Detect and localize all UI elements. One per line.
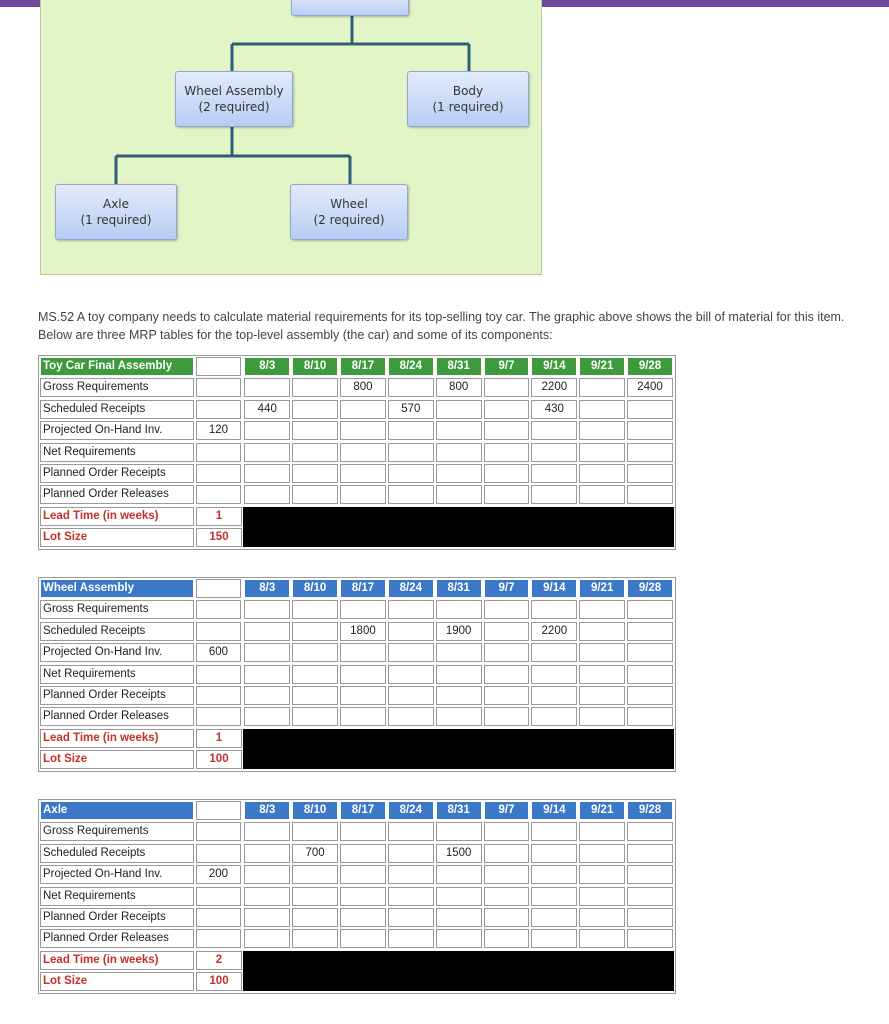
period-cell[interactable] (244, 686, 290, 705)
period-cell[interactable] (292, 600, 338, 619)
scheduled-receipts-row (39, 621, 675, 642)
period-cell[interactable] (388, 908, 434, 927)
period-cell[interactable] (292, 686, 338, 705)
period-cell[interactable] (579, 929, 625, 948)
initial-cell[interactable] (196, 400, 242, 419)
initial-cell[interactable] (196, 464, 242, 483)
row-label: Net Requirements (40, 443, 194, 462)
period-cell[interactable] (531, 443, 577, 462)
period-header: 9/14 (531, 357, 577, 376)
period-cell[interactable] (340, 400, 386, 419)
period-cell[interactable] (484, 844, 530, 863)
net-requirements-row (39, 442, 675, 463)
period-cell[interactable] (627, 485, 673, 504)
period-cell[interactable] (484, 443, 530, 462)
period-cell[interactable] (531, 707, 577, 726)
bom-node-qty: (1 required) (80, 213, 152, 227)
period-cell[interactable] (292, 485, 338, 504)
period-cell[interactable]: 2400 (627, 378, 673, 397)
row-label: Gross Requirements (40, 822, 194, 841)
period-cell[interactable] (388, 707, 434, 726)
period-cell[interactable] (340, 929, 386, 948)
row-label: Lead Time (in weeks) (40, 507, 194, 526)
projected-on-hand-row (39, 642, 675, 663)
period-cell[interactable] (627, 665, 673, 684)
period-cell[interactable] (388, 421, 434, 440)
period-header: 8/3 (244, 357, 290, 376)
period-cell[interactable] (627, 622, 673, 641)
period-cell[interactable] (484, 464, 530, 483)
lot-size-value[interactable]: 100 (196, 750, 242, 769)
period-cell[interactable] (244, 443, 290, 462)
period-cell[interactable] (627, 600, 673, 619)
initial-cell[interactable] (196, 485, 242, 504)
period-cell[interactable] (244, 622, 290, 641)
period-cell[interactable] (531, 686, 577, 705)
period-cell[interactable] (579, 485, 625, 504)
period-cell[interactable] (388, 378, 434, 397)
period-cell[interactable] (388, 665, 434, 684)
planned-order-receipts-row (39, 463, 675, 484)
period-cell[interactable] (484, 622, 530, 641)
initial-cell[interactable] (196, 822, 242, 841)
period-cell[interactable] (579, 400, 625, 419)
row-label: Scheduled Receipts (40, 622, 194, 641)
period-header: 9/7 (484, 579, 530, 598)
period-cell[interactable] (292, 400, 338, 419)
period-cell[interactable] (531, 643, 577, 662)
initial-cell[interactable] (196, 665, 242, 684)
table-title: Wheel Assembly (40, 579, 194, 598)
projected-on-hand-row (39, 864, 675, 885)
row-label: Projected On-Hand Inv. (40, 643, 194, 662)
period-cell[interactable] (579, 908, 625, 927)
period-cell[interactable] (484, 643, 530, 662)
bom-node-qty: (2 required) (198, 100, 270, 114)
period-cell[interactable] (388, 887, 434, 906)
period-cell[interactable] (436, 464, 482, 483)
period-cell[interactable] (292, 464, 338, 483)
period-cell[interactable] (388, 485, 434, 504)
period-cell[interactable]: 800 (436, 378, 482, 397)
period-header: 9/28 (627, 801, 673, 820)
row-label: Planned Order Releases (40, 929, 194, 948)
period-cell[interactable] (244, 908, 290, 927)
period-cell[interactable] (292, 865, 338, 884)
mrp-table-wheel-assembly (38, 577, 676, 772)
bill-of-materials-diagram (40, 0, 542, 275)
period-cell[interactable] (627, 887, 673, 906)
initial-cell[interactable] (196, 600, 242, 619)
period-cell[interactable] (436, 443, 482, 462)
period-cell[interactable] (627, 443, 673, 462)
period-cell[interactable] (627, 822, 673, 841)
period-cell[interactable] (340, 665, 386, 684)
period-cell[interactable]: 1900 (436, 622, 482, 641)
period-cell[interactable] (531, 485, 577, 504)
period-cell[interactable] (627, 643, 673, 662)
projected-on-hand-row (39, 420, 675, 441)
period-cell[interactable] (244, 707, 290, 726)
period-cell[interactable] (579, 643, 625, 662)
initial-cell[interactable] (196, 707, 242, 726)
period-cell[interactable] (436, 421, 482, 440)
lead-time-value[interactable]: 2 (196, 951, 242, 970)
period-header: 9/14 (531, 579, 577, 598)
period-header: 8/24 (388, 801, 434, 820)
period-cell[interactable] (340, 686, 386, 705)
initial-cell[interactable]: 200 (196, 865, 242, 884)
period-cell[interactable] (579, 707, 625, 726)
table-header-row (39, 578, 675, 599)
bom-node-name: Wheel Assembly (184, 84, 284, 98)
period-cell[interactable] (340, 865, 386, 884)
period-cell[interactable] (244, 929, 290, 948)
planned-order-receipts-row (39, 907, 675, 928)
period-cell[interactable] (292, 643, 338, 662)
row-label: Projected On-Hand Inv. (40, 865, 194, 884)
period-cell[interactable] (244, 485, 290, 504)
period-cell[interactable] (531, 929, 577, 948)
period-cell[interactable] (484, 707, 530, 726)
period-cell[interactable] (579, 464, 625, 483)
period-header: 9/28 (627, 579, 673, 598)
period-cell[interactable]: 2200 (531, 378, 577, 397)
lead-time-value[interactable]: 1 (196, 507, 242, 526)
period-cell[interactable] (531, 822, 577, 841)
period-cell[interactable] (340, 464, 386, 483)
scheduled-receipts-row (39, 843, 675, 864)
period-cell[interactable] (484, 378, 530, 397)
initial-cell[interactable] (196, 378, 242, 397)
blacked-out-area (243, 507, 674, 547)
bom-node-wheel-assembly (175, 71, 293, 127)
row-label: Scheduled Receipts (40, 844, 194, 863)
period-cell[interactable] (340, 887, 386, 906)
period-cell[interactable] (436, 908, 482, 927)
period-cell[interactable] (579, 622, 625, 641)
period-cell[interactable] (579, 686, 625, 705)
initial-cell[interactable]: 600 (196, 643, 242, 662)
period-cell[interactable] (388, 622, 434, 641)
net-requirements-row (39, 886, 675, 907)
period-cell[interactable] (340, 643, 386, 662)
period-cell[interactable] (436, 707, 482, 726)
bom-node-axle (55, 184, 177, 240)
period-cell[interactable] (484, 908, 530, 927)
period-cell[interactable] (579, 443, 625, 462)
initial-column-header (196, 357, 242, 376)
period-cell[interactable] (531, 464, 577, 483)
period-cell[interactable] (292, 929, 338, 948)
period-cell[interactable] (292, 622, 338, 641)
period-cell[interactable] (531, 887, 577, 906)
period-cell[interactable] (436, 887, 482, 906)
blacked-out-area (243, 729, 674, 769)
period-header: 8/3 (244, 579, 290, 598)
bom-node-toy-car (291, 0, 409, 16)
period-header: 9/21 (579, 579, 625, 598)
period-cell[interactable] (484, 421, 530, 440)
row-label: Gross Requirements (40, 378, 194, 397)
row-label: Lead Time (in weeks) (40, 951, 194, 970)
period-cell[interactable] (531, 421, 577, 440)
planned-order-releases-row (39, 706, 675, 727)
period-cell[interactable] (436, 485, 482, 504)
period-cell[interactable] (531, 908, 577, 927)
period-cell[interactable] (244, 844, 290, 863)
period-cell[interactable] (292, 443, 338, 462)
period-header: 9/7 (484, 357, 530, 376)
period-cell[interactable] (627, 400, 673, 419)
row-label: Lot Size (40, 528, 194, 547)
period-cell[interactable] (436, 400, 482, 419)
initial-column-header (196, 579, 242, 598)
period-cell[interactable] (436, 643, 482, 662)
period-cell[interactable] (484, 822, 530, 841)
period-cell[interactable] (484, 485, 530, 504)
period-cell[interactable] (244, 822, 290, 841)
period-cell[interactable] (340, 707, 386, 726)
table-header-row (39, 356, 675, 377)
blacked-out-area (243, 951, 674, 991)
period-cell[interactable] (388, 643, 434, 662)
initial-cell[interactable] (196, 443, 242, 462)
period-cell[interactable] (244, 665, 290, 684)
gross-requirements-row (39, 599, 675, 620)
period-cell[interactable] (340, 822, 386, 841)
row-label: Net Requirements (40, 665, 194, 684)
period-cell[interactable] (484, 887, 530, 906)
period-cell[interactable] (388, 865, 434, 884)
period-cell[interactable] (244, 378, 290, 397)
mrp-table-axle (38, 799, 676, 994)
planned-order-releases-row (39, 928, 675, 949)
row-label: Planned Order Receipts (40, 686, 194, 705)
initial-column-header (196, 801, 242, 820)
planned-order-receipts-row (39, 685, 675, 706)
bom-node-name: Axle (102, 197, 130, 211)
period-cell[interactable]: 1500 (436, 844, 482, 863)
period-cell[interactable] (579, 665, 625, 684)
scheduled-receipts-row (39, 399, 675, 420)
period-cell[interactable] (388, 464, 434, 483)
bom-node-qty: (2 required) (313, 213, 385, 227)
gross-requirements-row (39, 377, 675, 398)
period-header: 9/28 (627, 357, 673, 376)
period-header: 8/31 (436, 579, 482, 598)
period-header: 8/10 (292, 357, 338, 376)
bom-node-name: Body (452, 84, 484, 98)
period-cell[interactable] (579, 421, 625, 440)
period-cell[interactable] (484, 600, 530, 619)
bom-node-wheel (290, 184, 408, 240)
lot-size-value[interactable]: 100 (196, 972, 242, 991)
initial-cell[interactable] (196, 908, 242, 927)
period-cell[interactable] (292, 707, 338, 726)
period-cell[interactable] (436, 865, 482, 884)
bom-node-name: Wheel (330, 197, 368, 211)
row-label: Planned Order Releases (40, 707, 194, 726)
period-cell[interactable] (627, 865, 673, 884)
period-cell[interactable] (340, 421, 386, 440)
period-cell[interactable] (292, 665, 338, 684)
period-cell[interactable] (244, 865, 290, 884)
initial-cell[interactable] (196, 686, 242, 705)
table-header-row (39, 800, 675, 821)
net-requirements-row (39, 664, 675, 685)
initial-cell[interactable] (196, 887, 242, 906)
period-cell[interactable] (388, 822, 434, 841)
period-cell[interactable] (292, 822, 338, 841)
period-cell[interactable] (340, 443, 386, 462)
period-cell[interactable] (484, 929, 530, 948)
period-cell[interactable] (244, 600, 290, 619)
period-cell[interactable]: 440 (244, 400, 290, 419)
period-cell[interactable] (579, 844, 625, 863)
period-cell[interactable] (244, 464, 290, 483)
period-header: 9/21 (579, 801, 625, 820)
period-cell[interactable] (579, 887, 625, 906)
period-cell[interactable] (484, 865, 530, 884)
period-cell[interactable] (388, 686, 434, 705)
period-cell[interactable] (579, 378, 625, 397)
period-cell[interactable] (627, 707, 673, 726)
period-cell[interactable] (436, 600, 482, 619)
period-cell[interactable] (340, 600, 386, 619)
problem-description: MS.52 A toy company needs to calculate material requirements for its top-selling toy car. The graphic above shows the bill of material for this item. Below are three MRP tables for the top-level assembly (the car) and some of its components: (38, 309, 845, 342)
period-cell[interactable] (484, 686, 530, 705)
period-cell[interactable] (484, 665, 530, 684)
initial-cell[interactable] (196, 622, 242, 641)
period-cell[interactable] (579, 865, 625, 884)
period-cell[interactable]: 430 (531, 400, 577, 419)
period-cell[interactable] (436, 665, 482, 684)
period-cell[interactable] (531, 600, 577, 619)
period-cell[interactable] (340, 844, 386, 863)
planned-order-releases-row (39, 484, 675, 505)
period-cell[interactable] (436, 822, 482, 841)
period-cell[interactable] (244, 421, 290, 440)
period-cell[interactable] (340, 908, 386, 927)
period-cell[interactable]: 700 (292, 844, 338, 863)
period-cell[interactable] (292, 887, 338, 906)
period-header: 8/17 (340, 579, 386, 598)
period-cell[interactable] (627, 686, 673, 705)
period-cell[interactable] (484, 400, 530, 419)
period-cell[interactable] (292, 378, 338, 397)
initial-cell[interactable] (196, 929, 242, 948)
period-header: 8/24 (388, 579, 434, 598)
period-header: 9/14 (531, 801, 577, 820)
period-cell[interactable]: 1800 (340, 622, 386, 641)
period-cell[interactable] (531, 665, 577, 684)
period-cell[interactable] (388, 929, 434, 948)
row-label: Planned Order Receipts (40, 908, 194, 927)
period-cell[interactable] (531, 844, 577, 863)
period-cell[interactable] (627, 421, 673, 440)
initial-cell[interactable] (196, 844, 242, 863)
row-label: Planned Order Receipts (40, 464, 194, 483)
period-cell[interactable]: 2200 (531, 622, 577, 641)
row-label: Projected On-Hand Inv. (40, 421, 194, 440)
gross-requirements-row (39, 821, 675, 842)
period-cell[interactable] (292, 421, 338, 440)
period-cell[interactable]: 570 (388, 400, 434, 419)
period-header: 9/21 (579, 357, 625, 376)
period-cell[interactable] (388, 844, 434, 863)
table-title: Axle (40, 801, 194, 820)
period-header: 8/24 (388, 357, 434, 376)
period-header: 8/17 (340, 801, 386, 820)
period-cell[interactable] (579, 600, 625, 619)
period-header: 8/31 (436, 357, 482, 376)
period-cell[interactable] (579, 822, 625, 841)
mrp-table-toy-car-final-assembly (38, 355, 676, 550)
period-cell[interactable] (388, 600, 434, 619)
period-cell[interactable] (244, 643, 290, 662)
bom-node-qty: (1 required) (432, 100, 504, 114)
period-header: 8/10 (292, 579, 338, 598)
row-label: Scheduled Receipts (40, 400, 194, 419)
period-cell[interactable]: 800 (340, 378, 386, 397)
row-label: Lot Size (40, 972, 194, 991)
period-cell[interactable] (292, 908, 338, 927)
period-cell[interactable] (627, 929, 673, 948)
row-label: Lot Size (40, 750, 194, 769)
row-label: Net Requirements (40, 887, 194, 906)
period-cell[interactable] (531, 865, 577, 884)
period-cell[interactable] (244, 887, 290, 906)
period-cell[interactable] (340, 485, 386, 504)
lead-time-value[interactable]: 1 (196, 729, 242, 748)
row-label: Gross Requirements (40, 600, 194, 619)
period-cell[interactable] (436, 929, 482, 948)
row-label: Planned Order Releases (40, 485, 194, 504)
period-header: 8/10 (292, 801, 338, 820)
period-header: 8/3 (244, 801, 290, 820)
initial-cell[interactable]: 120 (196, 421, 242, 440)
period-cell[interactable] (388, 443, 434, 462)
period-cell[interactable] (627, 464, 673, 483)
period-cell[interactable] (436, 686, 482, 705)
period-cell[interactable] (627, 908, 673, 927)
row-label: Lead Time (in weeks) (40, 729, 194, 748)
period-header: 8/17 (340, 357, 386, 376)
period-cell[interactable] (627, 844, 673, 863)
table-title: Toy Car Final Assembly (40, 357, 194, 376)
period-header: 8/31 (436, 801, 482, 820)
lot-size-value[interactable]: 150 (196, 528, 242, 547)
period-header: 9/7 (484, 801, 530, 820)
bom-node-body (407, 71, 529, 127)
